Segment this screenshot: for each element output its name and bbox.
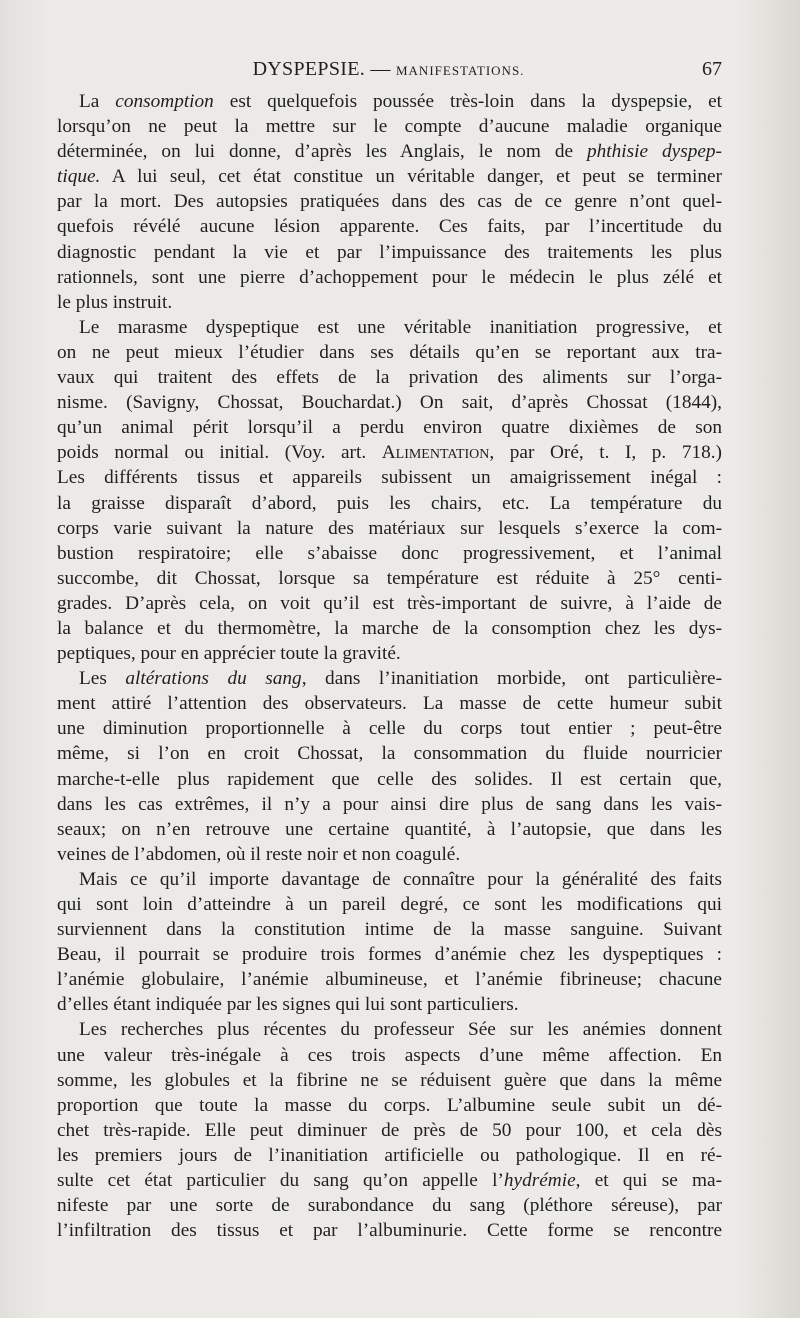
text-run: d’elles étant indiquée par les signes qui lui sont particuliers.: [57, 994, 519, 1016]
running-header: [55, 58, 722, 88]
text-run: grades. D’après cela, on voit qu’il est très-important de suivre, à l’aide de: [57, 592, 722, 614]
text-run: Les: [79, 668, 126, 690]
italic-text: consomption: [115, 91, 214, 112]
header-dash: —: [370, 58, 391, 80]
text-line: [57, 867, 722, 892]
text-line: [57, 1093, 722, 1118]
text-run: dans les cas extrêmes, il n’y a pour ainsi dire plus de sang dans les vais-: [57, 793, 722, 815]
text-run: proportion que toute la masse du corps. L’albumine seule subit un dé-: [57, 1094, 722, 1116]
text-run: corps varie suivant la nature des matériaux sur lesquels s’exerce la com-: [57, 517, 722, 539]
text-line: [57, 89, 722, 114]
text-line: [57, 716, 722, 741]
text-run: nifeste par une sorte de surabondance du sang (pléthore séreuse), par: [57, 1195, 722, 1217]
text-line: [57, 741, 722, 766]
text-run: Les différents tissus et appareils subissent un amaigrissement inégal :: [57, 467, 722, 489]
text-run: la balance et du thermomètre, la marche de la consomption chez les dys-: [57, 617, 722, 639]
text-line: [57, 164, 722, 189]
text-run: vaux qui traitent des effets de la privation des aliments sur l’orga-: [57, 367, 722, 389]
text-run: Les recherches plus récentes du professeur Sée sur les anémies donnent: [79, 1019, 722, 1041]
text-run: bustion respiratoire; elle s’abaisse donc progressivement, et l’animal: [57, 542, 722, 564]
text-line: [57, 1017, 722, 1042]
text-run: surviennent dans la constitution intime de la masse sanguine. Suivant: [57, 919, 722, 941]
text-run: succombe, dit Chossat, lorsque sa température est réduite à 25° centi-: [57, 567, 722, 589]
text-run: ment attiré l’attention des observateurs. La masse de cette humeur subit: [57, 693, 722, 715]
text-run: sulte cet état particulier du sang qu’on appelle l’: [57, 1170, 504, 1192]
text-run: qu’un animal périt lorsqu’il a perdu environ quatre dixièmes de son: [57, 417, 722, 439]
text-line: [57, 365, 722, 390]
text-run: on ne peut mieux l’étudier dans ses détails qu’en se reportant aux tra-: [57, 341, 722, 363]
text-run: l’anémie globulaire, l’anémie albumineuse, et l’anémie fibrineuse; chacune: [57, 969, 722, 991]
text-line: [57, 516, 722, 541]
text-run: la graisse disparaît d’abord, puis les chairs, etc. La température du: [57, 492, 722, 514]
text-line: [57, 591, 722, 616]
text-line: [57, 1118, 722, 1143]
text-run: Beau, il pourrait se produire trois formes d’anémie chez les dyspeptiques :: [57, 944, 722, 966]
text-run: une diminution proportionnelle à celle du corps tout entier ; peut-être: [57, 718, 722, 740]
text-line: [57, 616, 722, 641]
text-line: [57, 691, 722, 716]
text-run: lorsqu’on ne peut la mettre sur le compte d’aucune maladie organique: [57, 116, 722, 138]
text-run: nisme. (Savigny, Chossat, Bouchardat.) On sait, d’après Chossat (1844),: [57, 392, 722, 414]
text-run: déterminée, on lui donne, d’après les Anglais, le nom de: [57, 141, 587, 163]
text-run: seaux; on n’en retrouve une certaine quantité, à l’autopsie, que dans les: [57, 818, 722, 840]
text-line: [57, 1193, 722, 1218]
text-run: A lui seul, cet état constitue un véritable danger, et peut se terminer: [100, 166, 722, 188]
text-line: [57, 390, 722, 415]
text-run: par la mort. Des autopsies pratiquées dans des cas de ce genre n’ont quel-: [57, 191, 722, 213]
text-run: une valeur très-inégale à ces trois aspects d’une même affection. En: [57, 1044, 722, 1066]
text-line: [57, 139, 722, 164]
text-line: [57, 240, 722, 265]
text-line: [57, 892, 722, 917]
text-run: diagnostic pendant la vie et par l’impuissance des traitements les plus: [57, 241, 722, 263]
text-run: les premiers jours de l’inanitiation artificielle ou pathologique. Il en ré-: [57, 1144, 722, 1166]
text-run: La: [79, 91, 116, 112]
text-line: [57, 817, 722, 842]
small-caps-text: Alimentation: [381, 442, 490, 464]
text-line: [57, 114, 722, 139]
page-number: 67: [702, 58, 722, 80]
text-run: est quelquefois poussée très-loin dans la dyspepsie, et: [213, 91, 722, 112]
text-line: [57, 340, 722, 365]
text-line: [57, 942, 722, 967]
text-line: [57, 290, 722, 315]
text-line: [57, 189, 722, 214]
text-run: marche-t-elle plus rapidement que celle des solides. Il est certain que,: [57, 768, 722, 790]
text-line: [57, 265, 722, 290]
text-run: somme, les globules et la fibrine ne se réduisent guère que dans la même: [57, 1069, 722, 1091]
text-line: [57, 214, 722, 239]
text-line: [57, 666, 722, 691]
text-line: [57, 842, 722, 867]
text-line: [57, 415, 722, 440]
text-run: quefois révélé aucune lésion apparente. Ces faits, par l’incertitude du: [57, 216, 722, 238]
text-line: [57, 315, 722, 340]
text-line: [57, 992, 722, 1017]
header-title: DYSPEPSIE.: [252, 58, 366, 80]
text-run: Le marasme dyspeptique est une véritable inanitiation progressive, et: [79, 316, 722, 338]
text-line: [57, 440, 722, 465]
text-run: qui sont loin d’atteindre à un pareil degré, ce sont les modifications qui: [57, 894, 722, 915]
text-line: [57, 1218, 722, 1243]
italic-text: altérations du sang: [125, 668, 302, 690]
text-run: le plus instruit.: [57, 291, 173, 313]
text-line: [57, 1143, 722, 1168]
text-run: Mais ce qu’il importe davantage de connaître pour la généralité des faits: [79, 868, 722, 890]
text-line: [57, 917, 722, 942]
text-run: veines de l’abdomen, où il reste noir et non coagulé.: [57, 843, 461, 865]
text-run: , par Oré, t. I, p. 718.): [489, 442, 722, 464]
body-text: [57, 89, 722, 1243]
text-line: [57, 566, 722, 591]
text-line: [57, 767, 722, 792]
italic-text: hydrémie: [503, 1170, 576, 1192]
text-run: poids normal ou initial. (Voy. art.: [57, 442, 382, 464]
italic-text: tique.: [57, 166, 101, 188]
text-line: [57, 1043, 722, 1068]
text-line: [57, 491, 722, 516]
text-run: , et qui se ma-: [575, 1170, 722, 1192]
text-line: [57, 967, 722, 992]
text-run: , dans l’inanitiation morbide, ont particulière-: [301, 668, 722, 690]
text-line: [57, 792, 722, 817]
text-line: [57, 641, 722, 666]
text-run: chet très-rapide. Elle peut diminuer de près de 50 pour 100, et cela dès: [57, 1119, 722, 1141]
running-title: [55, 58, 722, 81]
text-run: l’infiltration des tissus et par l’albuminurie. Cette forme se rencontre: [57, 1220, 722, 1242]
header-subtitle: MANIFESTATIONS.: [395, 63, 525, 78]
text-run: même, si l’on en croit Chossat, la consommation du fluide nourricier: [57, 743, 722, 765]
text-run: rationnels, sont une pierre d’achoppement pour le médecin le plus zélé et: [57, 266, 722, 288]
text-line: [57, 1168, 722, 1193]
text-run: peptiques, pour en apprécier toute la gravité.: [57, 643, 401, 665]
italic-text: phthisie dyspep-: [587, 141, 722, 163]
text-line: [57, 465, 722, 490]
text-line: [57, 1068, 722, 1093]
text-line: [57, 541, 722, 566]
